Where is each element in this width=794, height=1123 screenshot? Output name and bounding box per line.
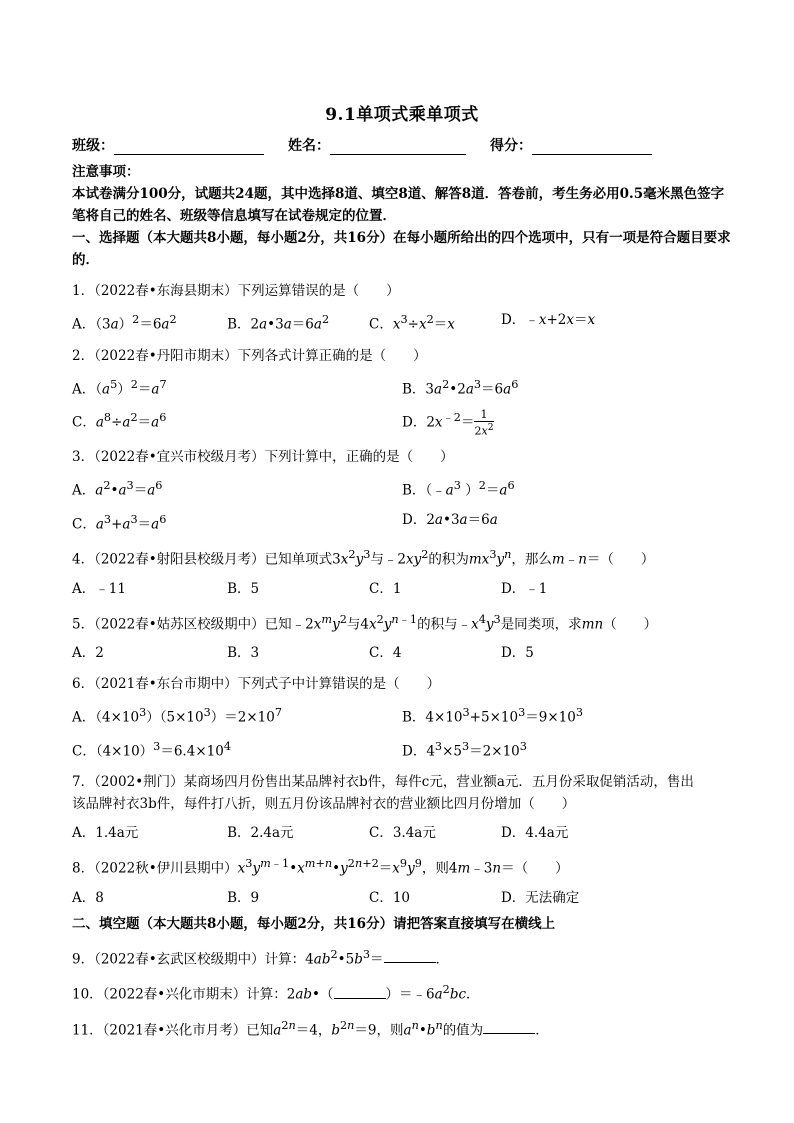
question-6-options-row2 (72, 736, 732, 763)
page-title: 9.1单项式乘单项式 (325, 105, 479, 125)
q3-option-d[interactable]: D．2a•3a＝6a (402, 511, 498, 528)
question-1-stem: 1．（2022春•东海县期末）下列运算错误的是（ ） (72, 283, 400, 299)
score-blank[interactable] (532, 140, 652, 155)
q1-option-a[interactable]: A．$(3a)^2=6a^2$ (72, 313, 177, 333)
question-4-stem: 4．（2022春•射阳县校级月考）已知单项式$3x^2y^3$与$﹣2xy^2$的积为$mx^3y^n$，那么m﹣n＝（ ） (72, 548, 655, 568)
question-9: 9．（2022春•玄武区校级期中）计算：$4ab^2•5b^3=$ ． (72, 947, 450, 968)
q6-option-c[interactable]: C．$(4\times 10)^3=6.4\times 10^4$ (72, 739, 231, 760)
section-1-heading: 一、选择题（本大题共8小题，每小题2分，共16分）在每小题所给出的四个选项中，只有一项是符合题目要求的． (72, 230, 731, 268)
q4-option-d[interactable]: D．﹣1 (500, 580, 548, 597)
section-2-heading: 二、填空题（本大题共8小题，每小题2分，共16分）请把答案直接填写在横线上 (72, 915, 556, 932)
q5-option-b[interactable]: B．3 (227, 645, 260, 662)
question-3-options-row2 (72, 509, 732, 536)
question-2-options-row2 (72, 407, 732, 437)
q7-option-a[interactable]: A．1.4a元 (72, 825, 139, 842)
question-2-stem: 2．（2022春•丹阳市期末）下列各式计算正确的是（ ） (72, 347, 427, 364)
score-label: 得分： (490, 138, 532, 154)
question-5-options (72, 642, 732, 664)
q3-option-a[interactable]: A．$a^2•a^3=a^6$ (72, 479, 163, 499)
q2-option-a[interactable]: A．$(a^5)^2=a^7$ (72, 377, 167, 397)
q2-option-d[interactable]: D．$2x^{﹣2}=$ $\frac{1}{2x^2}$ (402, 407, 494, 438)
q10-answer-blank[interactable] (334, 986, 386, 999)
question-5-stem: 5．（2022春•姑苏区校级期中）已知$﹣2x^my^2$与$4x^2y^{n﹣1}$的积与$﹣x^4y^3$是同类项，求mn（ ） (72, 612, 658, 633)
student-info-line (72, 135, 732, 155)
q5-option-d[interactable]: D．5 (500, 645, 534, 662)
question-6-options-row1 (72, 702, 732, 729)
q5-option-c[interactable]: C．4 (368, 645, 402, 662)
exam-page (72, 100, 732, 1041)
q9-answer-blank[interactable] (384, 950, 436, 963)
q6-option-d[interactable]: D．$4^3\times 5^3=2\times 10^3$ (402, 739, 527, 760)
question-4-options (72, 578, 732, 600)
q8-option-a[interactable]: A．8 (72, 889, 104, 906)
class-label: 班级： (72, 138, 114, 154)
q7-option-b[interactable]: B．2.4a元 (227, 825, 294, 842)
question-1-options (72, 309, 732, 336)
q1-option-d[interactable]: D．﹣x+2x＝x (500, 312, 596, 328)
question-7-options (72, 822, 732, 844)
question-6-stem: 6．（2021春•东台市期中）下列式子中计算错误的是（ ） (72, 676, 441, 693)
name-label: 姓名： (288, 138, 330, 154)
name-blank[interactable] (330, 140, 466, 155)
q5-option-a[interactable]: A．2 (72, 645, 104, 662)
q8-option-b[interactable]: B．9 (227, 889, 260, 906)
q8-option-c[interactable]: C．10 (368, 889, 410, 906)
question-7-stem-line1: 7．（2002•荆门）某商场四月份售出某品牌衬衣b件，每件c元，营业额a元．五月份采取促销活动，售出 (72, 774, 694, 791)
q1-option-b[interactable]: B．$2a•3a=6a^2$ (227, 313, 330, 333)
q4-option-b[interactable]: B．5 (227, 580, 260, 597)
q8-option-d[interactable]: D．无法确定 (500, 889, 580, 906)
q4-option-c[interactable]: C．1 (368, 580, 402, 597)
q7-option-d[interactable]: D．4.4a元 (500, 825, 569, 842)
q7-option-c[interactable]: C．3.4a元 (368, 825, 436, 842)
q6-option-a[interactable]: A．$(4\times 10^3)(5\times 10^3)=2\times 10^7$ (72, 706, 283, 726)
q3-option-b[interactable]: B．（$﹣a^3$ ）$^2=a^6$ (402, 479, 515, 499)
q2-option-c[interactable]: C．$a^8\div a^2=a^6$ (72, 411, 167, 431)
notice-text: 本试卷满分100分，试题共24题，其中选择8道、填空8道、解答8道．答卷前，考生务必用0.5毫米黑色签字笔将自己的姓名、班级等信息填写在试卷规定的位置． (72, 186, 725, 224)
q2-option-b[interactable]: B．$3a^2•2a^3=6a^6$ (402, 377, 519, 397)
q3-option-c[interactable]: C．$a^3+a^3=a^6$ (72, 512, 167, 533)
question-7-stem-line2: 该品牌衬衣3b件，每件打八折，则五月份该品牌衬衣的营业额比四月份增加（ ） (72, 796, 576, 813)
question-11: 11．（2021春•兴化市月考）已知$a^{2n}=4$，$b^{2n}=9$，则$a^n•b^n$的值为 ． (72, 1018, 549, 1039)
question-3-stem: 3．（2022春•宜兴市校级月考）下列计算中，正确的是（ ） (72, 449, 454, 466)
notice-title: 注意事项： (72, 164, 140, 180)
question-3-options-row1 (72, 475, 732, 502)
q11-answer-blank[interactable] (483, 1021, 535, 1034)
q4-option-a[interactable]: A．﹣11 (72, 580, 126, 597)
q1-option-c[interactable]: C．$x^3\div x^2=x$ (368, 313, 455, 333)
q6-option-b[interactable]: B．$4\times 10^3+5\times 10^3=9\times 10^3$ (402, 706, 583, 726)
question-2-options-row1 (72, 374, 732, 401)
question-8-options (72, 887, 732, 909)
question-10: 10．（2022春•兴化市期末）计算：2ab•（ ）$=﹣6a^2bc$． (72, 983, 480, 1003)
class-blank[interactable] (114, 140, 264, 155)
question-8-stem: 8．（2022秋•伊川县期中）$x^3y^{m﹣1}•x^{m+n}•y^{2n+2}=x^9y^9$，则4m﹣3n＝（ ） (72, 857, 569, 877)
